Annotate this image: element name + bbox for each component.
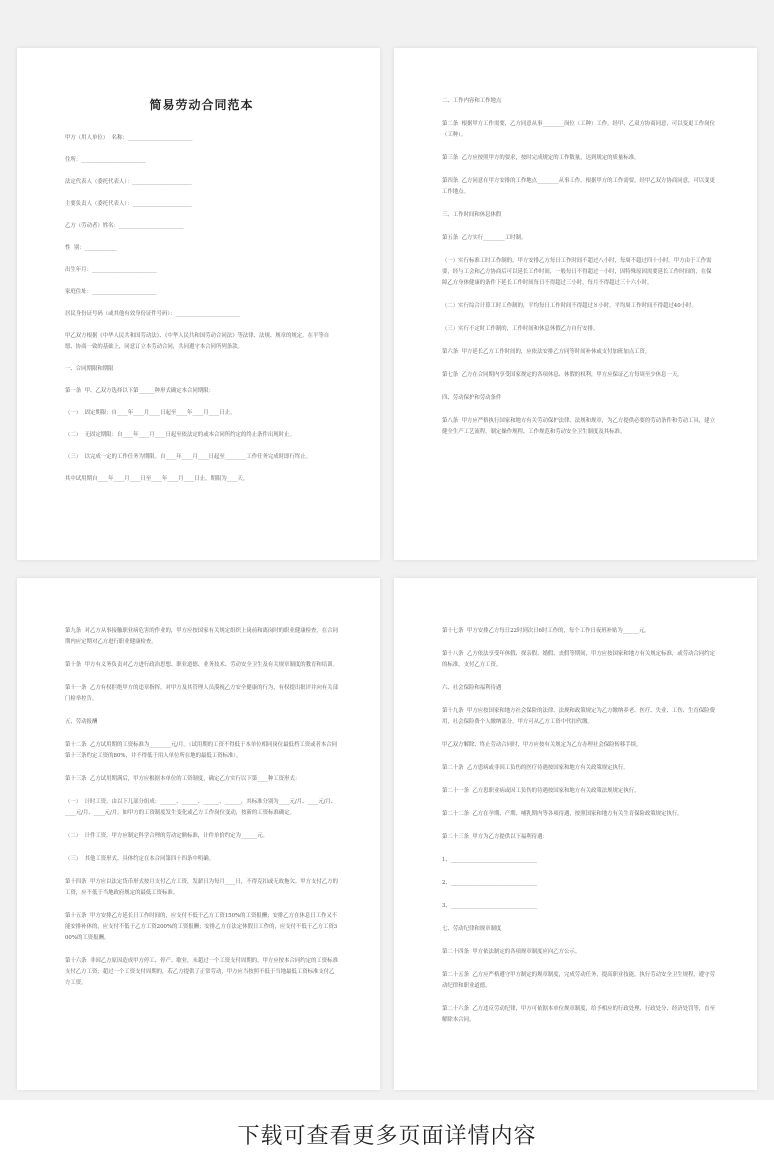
contract-paragraph: 第二十三条 甲方为乙方提供以下福利待遇：: [442, 834, 548, 840]
contract-paragraph: 第十三条 乙方试用期满后，甲方应根据本单位的工资制度，确定乙方实行以下第____种工资形式：: [65, 776, 301, 782]
contract-paragraph: 第一条 甲、乙双方选择以下第______种形式确定本合同期限：: [65, 388, 214, 394]
contract-paragraph: 第二十条 乙方患病或非因工负伤的医疗待遇按国家和地方有关政策规定执行。: [442, 765, 629, 771]
contract-paragraph: （二） 计件工资。甲方应制定科学合理的劳动定额标准，计件单价约定为______元。: [65, 833, 268, 839]
contract-paragraph: 甲乙双方根据《中华人民共和国劳动法》、《中华人民共和国劳动合同法》等法律、法规、规章的规定，在平等自愿、协商一致的基础上，同意订立本劳动合同，共同遵守本合同所列条款。: [65, 333, 330, 350]
contract-paragraph: （三） 其他工资形式。具体约定在本合同第四十四条中明确。: [65, 856, 214, 862]
contract-paragraph: 三、工作时间和休息休假: [442, 212, 502, 218]
contract-paragraph: 五、劳动报酬: [65, 719, 98, 725]
contract-paragraph: （一） 固定期限：自____年____月____日起至____年____月____日止。: [65, 410, 236, 416]
contract-paragraph: 3、________________________________: [442, 903, 538, 909]
document-page-2: [394, 48, 757, 560]
banner-text: 下载可查看更多页面详情内容: [237, 1123, 537, 1149]
contract-paragraph: 其中试用期自____年____月____日至____年____月____日止，期限为____天。: [65, 476, 249, 482]
page-3-body: [65, 626, 338, 989]
contract-paragraph: 第四条 乙方同意在甲方安排的工作地点________从事工作。根据甲方的工作需要，经甲乙双方协商同意，可以变更工作地点。: [442, 178, 715, 195]
contract-paragraph: 家庭住址：________________________: [65, 289, 157, 295]
contract-paragraph: 住所：________________________: [65, 157, 146, 163]
contract-paragraph: （一）实行标准工时工作制的，甲方安排乙方每日工作时间不超过八小时，每周不超过四十小时。甲方由于工作需要，经与工会和乙方协商后可以延长工作时间，一般每日不得超过一小时，因特殊原因需要延长工作时间的，在保障乙方身体健康的条件下延长工作时间每日不得超过三小时，每月不得超过三十六小时。: [442, 258, 712, 286]
contract-paragraph: 第七条 乙方在合同期内享受国家规定的各项休息、休假的权利，甲方应保证乙方每周至少休息一天。: [442, 372, 683, 378]
contract-paragraph: （三）实行不定时工作制的，工作时间和休息休假乙方自行安排。: [442, 326, 599, 332]
contract-paragraph: 第十四条 甲方应以法定货币形式按月支付乙方工资，发薪日为每月____日，不得克扣或无故拖欠。甲方支付乙方的工资，应不低于当地政府规定的最低工资标准。: [65, 879, 338, 896]
contract-paragraph: 第十五条 甲方安排乙方延长日工作时间的，应支付不低于乙方工资150%的工资报酬；安排乙方在休息日工作又不能安排补休的，应支付不低于乙方工资200%的工资报酬；安排乙方在法定休假日工作的，应支付不低于乙方工资300%的工资报酬。: [65, 913, 338, 941]
contract-paragraph: 第二十六条 乙方违反劳动纪律，甲方可依据本单位规章制度，给予相应的行政处理、行政处分、经济处罚等，直至解除本合同。: [442, 1006, 715, 1023]
contract-paragraph: 第六条 甲方延长乙方工作时间的，应依法安排乙方同等时间补休或支付加班加点工资。: [442, 349, 651, 355]
contract-paragraph: 一、合同期限和期限: [65, 366, 114, 372]
contract-paragraph: （一） 计时工资。由以下几部分组成：______、______、______、______，其标准分别为____元/月、____元/月、____元/月、____元/月。如甲方的工资制度发生变化或乙方工作岗位变动，按新的工资标准确定。: [65, 799, 337, 816]
contract-paragraph: 四、劳动保护和劳动条件: [442, 395, 502, 401]
document-page-4: [394, 578, 757, 1090]
contract-paragraph: 第二十一条 乙方患职业病或因工负伤的待遇按国家和地方有关政策法规规定执行。: [442, 788, 640, 794]
contract-paragraph: 居民身份证号码（或其他有效身份证件号码）：________________________: [65, 311, 241, 317]
page-4-body: [442, 626, 715, 1026]
contract-paragraph: 第九条 对乙方从事接触职业病危害的作业的，甲方应按国家有关规定组织上岗前和离岗时的职业健康检查，在合同期内应定期对乙方进行职业健康检查。: [65, 628, 338, 645]
contract-paragraph: 第十九条 甲方应按国家和地方社会保险的法律、法规和政策规定为乙方缴纳养老、医疗、失业、工伤、生育保险费用，社会保险费个人缴纳部分，甲方可从乙方工资中代扣代缴。: [442, 708, 715, 725]
contract-paragraph: 七、劳动纪律和规章制度: [442, 926, 502, 932]
contract-paragraph: （三） 以完成一定的工作任务为期限。自____年____月____日起至________工作任务完成时即行终止。: [65, 454, 312, 460]
contract-paragraph: 性 别：____________: [65, 245, 117, 251]
page-2-body: [442, 96, 715, 438]
contract-paragraph: 第二十四条 甲方依法制定的各项规章制度应向乙方公示。: [442, 949, 581, 955]
contract-paragraph: 法定代表人（委托代表人）：______________________: [65, 179, 192, 185]
contract-paragraph: 主要负责人（委托代表人）：______________________: [65, 201, 192, 207]
contract-paragraph: 第十一条 乙方有权拒绝甲方的违章指挥，对甲方及其管理人员漠视乙方安全健康的行为，有权提出批评并向有关部门检举控告。: [65, 685, 338, 702]
contract-paragraph: 第三条 乙方应按照甲方的要求，按时完成规定的工作数量，达到规定的质量标准。: [442, 155, 640, 161]
download-more-banner[interactable]: [0, 1100, 774, 1168]
document-page-1: [17, 48, 380, 560]
contract-paragraph: （二）实行综合计算工时工作制的，平均每日工作时间不得超过８小时，平均周工作时间不得超过40小时。: [442, 303, 697, 309]
contract-paragraph: 第五条 乙方实行________工时制。: [442, 235, 527, 241]
contract-paragraph: 甲乙双方解除、终止劳动合同时，甲方应按有关规定为乙方办理社会保险转移手续。: [442, 742, 642, 748]
contract-paragraph: 乙方（劳动者）姓名：________________________: [65, 223, 184, 229]
contract-paragraph: 第十二条 乙方试用期的工资标准为________元/月。（试用期的工资不得低于本单位相同岗位最低档工资或者本合同第十三条约定工资的80%，并不得低于用人单位所在地的最低工资标准）。: [65, 742, 338, 759]
contract-paragraph: 六、社会保险和福利待遇: [442, 685, 502, 691]
document-page-3: [17, 578, 380, 1090]
contract-paragraph: 第二条 根据甲方工作需要，乙方同意从事________岗位（工种）工作。经甲、乙双方协商同意，可以变更工作岗位（工种）。: [442, 121, 715, 138]
contract-paragraph: 第十八条 乙方依法享受年休假、探亲假、婚假、丧假等期间，甲方应按国家和地方有关规定标准，或劳动合同约定的标准，支付乙方工资。: [442, 651, 715, 668]
contract-paragraph: 1、________________________________: [442, 857, 538, 863]
contract-paragraph: 二、工作内容和工作地点: [442, 98, 502, 104]
contract-paragraph: 第十七条 甲方安排乙方每日22时到次日6时工作的，每个工作日夜班补贴为______元。: [442, 628, 650, 634]
contract-paragraph: 第二十五条 乙方应严格遵守甲方制定的规章制度，完成劳动任务，提高职业技能，执行劳动安全卫生规程，遵守劳动纪律和职业道德。: [442, 972, 715, 989]
contract-paragraph: 甲方（用人单位） 名称：________________________: [65, 135, 193, 141]
contract-paragraph: 第十条 甲方有义务负责对乙方进行政治思想、职业道德、业务技术、劳动安全卫生及有关规章制度的教育和培训。: [65, 662, 338, 668]
document-title: 简易劳动合同范本: [149, 98, 254, 112]
contract-paragraph: 第十六条 非因乙方原因造成甲方停工、停产、歇业，未超过一个工资支付周期的，甲方应按本合同约定的工资标准支付乙方工资；超过一个工资支付周期的，若乙方提供了正常劳动，甲方应当按照不低于当地最低工资标准支付乙方工资。: [65, 958, 338, 986]
contract-paragraph: （二） 无固定期限：自____年____月____日起至依法定的或本合同所约定的终止条件出现时止。: [65, 432, 295, 438]
contract-paragraph: 第八条 甲方应严格执行国家和地方有关劳动保护法律、法规和规章，为乙方提供必要的劳动条件和劳动工具，建立健全生产工艺流程，制定操作规程、工作规范和劳动安全卫生制度及其标准。: [442, 418, 715, 435]
contract-paragraph: 出生年月：________________________: [65, 267, 157, 273]
contract-paragraph: 2、________________________________: [442, 880, 538, 886]
page-1-body: [65, 133, 338, 485]
contract-paragraph: 第二十二条 乙方在孕期、产期、哺乳期内等各项待遇，按照国家和地方有关生育保险政策规定执行。: [442, 811, 683, 817]
